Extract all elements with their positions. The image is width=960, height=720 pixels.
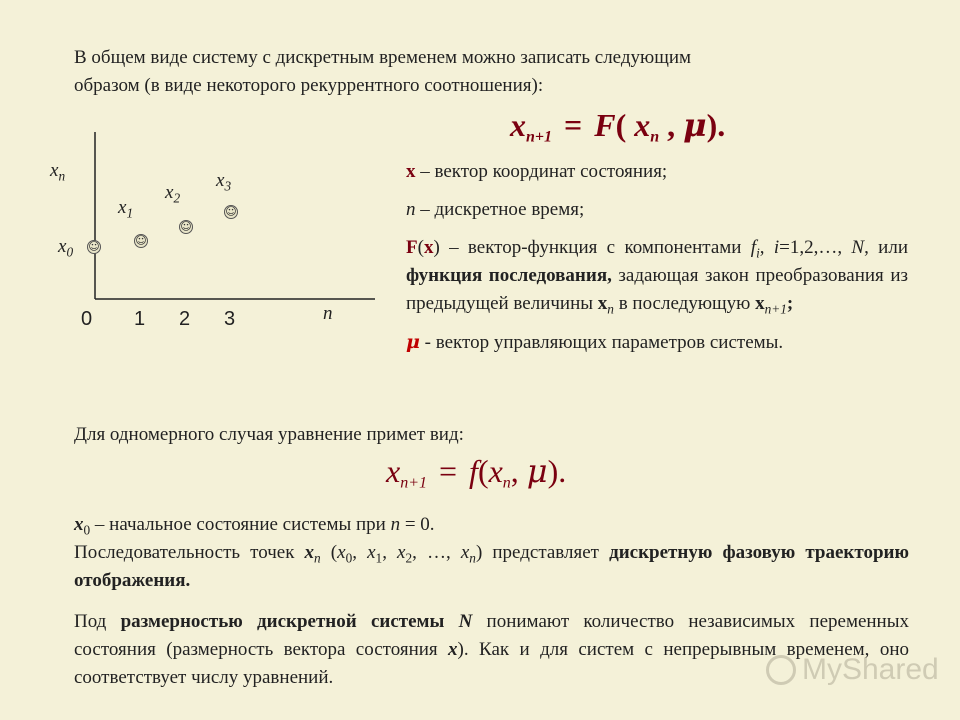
definition-n: n – дискретное время; — [406, 199, 585, 220]
intro-text — [74, 44, 894, 100]
intro-line-2: образом (в виде некоторого рекуррентного соотношения): — [74, 75, 544, 96]
smiley-point-icon-x3: ☺ — [225, 205, 237, 218]
dimension-text: Под размерностью дискретной системы N понимают количество независимых переменных состояния (размерность вектора состояния x). Как и для систем с непрерывным временем, оно соответствует числу уравнений. — [74, 611, 909, 688]
tick-0: 0 — [81, 308, 93, 330]
formula-comma: , — [667, 107, 676, 143]
definition-x: x – вектор координат состояния; — [406, 161, 668, 182]
definition-F: F(x) – вектор-функция с компонентами $f_i$, i=1,2,…, N, или функция последования, задающая закон преобразования из предыдущей величины $x_n$ в последующую $x_{n+1}$; — [406, 237, 909, 317]
point-label-x2: $x_2$ — [165, 182, 181, 206]
formula-xn: x — [634, 107, 651, 143]
vector-map-formula — [510, 106, 725, 144]
formula-eq: = — [564, 107, 583, 143]
watermark-logo-icon — [766, 655, 796, 685]
smiley-point-icon-x0: ☺ — [88, 240, 100, 253]
y-axis-label: $x_n$ — [50, 160, 66, 184]
smiley-point-icon-x2: ☺ — [180, 220, 192, 233]
formula-x: x — [510, 107, 526, 143]
point-label-x0: $x_0$ — [58, 236, 74, 260]
formula-close: ). — [706, 107, 726, 143]
phase-graph — [40, 120, 390, 340]
formula-open: ( — [615, 107, 627, 143]
smiley-point-icon-x1: ☺ — [135, 234, 147, 247]
point-label-x3: $x_3$ — [216, 170, 232, 194]
formula-x-sub: n+1 — [526, 128, 553, 146]
watermark-text: MyShared — [802, 653, 939, 687]
tick-2: 2 — [179, 308, 191, 330]
sequence-text: Последовательность точек $x_n$ ($x_0$, $x_1$, $x_2$, …, $x_n$) представляет дискретную фазовую траекторию отображения. — [74, 542, 910, 591]
scalar-map-formula: $x_{n+1} = f(x_n$, μ). — [386, 452, 567, 492]
graph-axes — [40, 120, 390, 340]
tick-3: 3 — [224, 308, 236, 330]
definition-mu: μ - вектор управляющих параметров системы. — [406, 331, 784, 353]
formula-F: F — [594, 107, 616, 143]
tick-1: 1 — [134, 308, 146, 330]
point-label-x1: $x_1$ — [118, 197, 134, 221]
initial-state-text: $x_0$ – начальное состояние системы при n = 0. — [74, 514, 435, 538]
formula-mu: μ — [683, 106, 707, 144]
formula-xn-sub: n — [650, 128, 660, 146]
x-axis-label: n — [323, 303, 333, 324]
intro-line-1: В общем виде систему с дискретным временем можно записать следующим — [74, 47, 692, 68]
one-dim-text: Для одномерного случая уравнение примет вид: — [74, 424, 464, 445]
watermark — [766, 652, 939, 687]
definitions-block — [406, 158, 908, 357]
